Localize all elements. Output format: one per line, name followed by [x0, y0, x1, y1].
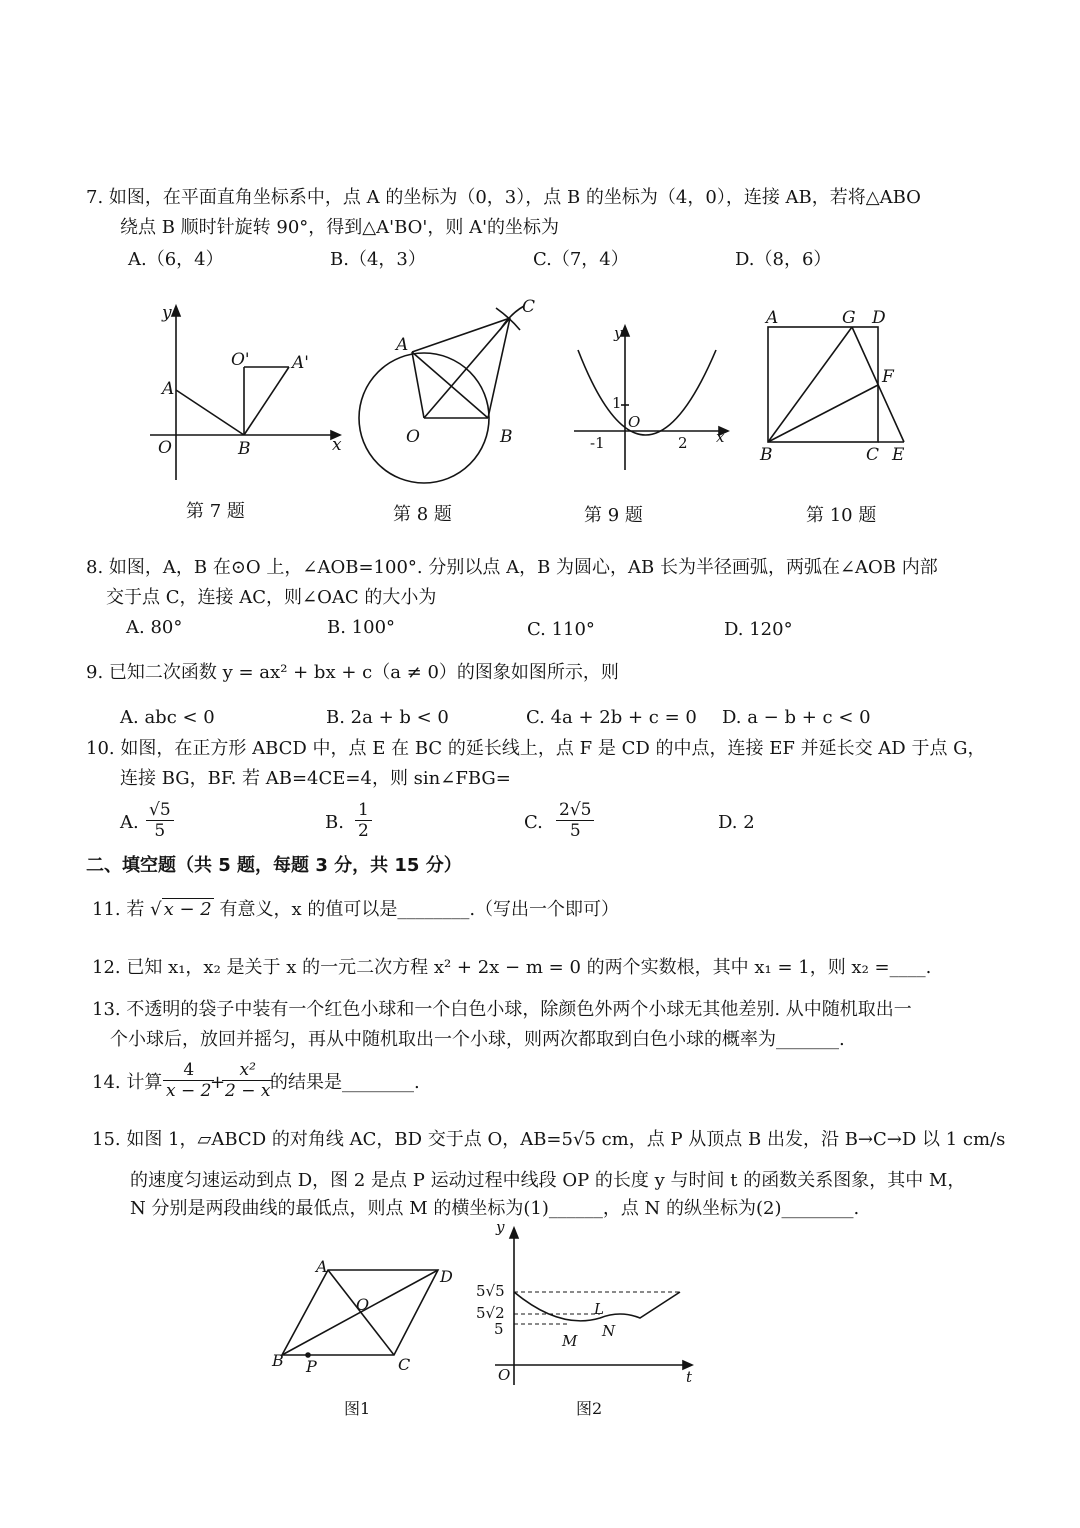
- fig8-caption: 第 8 题: [393, 504, 452, 525]
- fig7-label-y: y: [162, 303, 172, 323]
- fig7-label-o-prime: O': [231, 350, 250, 370]
- fig10-label-c: C: [866, 445, 880, 465]
- fig8-chord-ab: [412, 352, 488, 418]
- q10-option-b-denominator: 2: [358, 821, 369, 841]
- q7-stem-line1: 7. 如图，在平面直角坐标系中，点 A 的坐标为（0，3），点 B 的坐标为（4，0），连接 AB，若将△ABO: [86, 187, 921, 208]
- q14-fraction-1-numerator: 4: [163, 1060, 214, 1081]
- q15-stem-line1: 15. 如图 1，▱ABCD 的对角线 AC，BD 交于点 O，AB=5√5 cm，点 P 从顶点 B 出发，沿 B→C→D 以 1 cm/s: [92, 1129, 1006, 1150]
- q8-stem-line1: 8. 如图，A，B 在⊙O 上，∠AOB=100°. 分别以点 A，B 为圆心，AB 长为半径画弧，两弧在∠AOB 内部: [86, 557, 938, 578]
- q11-suffix: 有意义，x 的值可以是________.（写出一个即可）: [219, 899, 620, 920]
- q7-option-a: A.（6，4）: [128, 249, 224, 270]
- fig10-caption: 第 10 题: [806, 505, 877, 526]
- q15-fig2-label-y: y: [496, 1220, 505, 1236]
- q7-option-c: C.（7，4）: [533, 249, 629, 270]
- q15-fig1-label-o: O: [356, 1295, 370, 1314]
- q13-stem-line2: 个小球后，放回并摇匀，再从中随机取出一个小球，则两次都取到白色小球的概率为_______.: [110, 1029, 845, 1050]
- q15-figures: [260, 1220, 720, 1440]
- q15-fig2-label-o: O: [498, 1366, 511, 1384]
- q8-option-b: B. 100°: [327, 617, 396, 638]
- q14-fraction-1: [163, 1060, 214, 1101]
- q8-option-d: D. 120°: [724, 619, 793, 640]
- q14-fraction-2: [222, 1060, 273, 1101]
- q7-option-b: B.（4，3）: [330, 249, 426, 270]
- q13-stem-line1: 13. 不透明的袋子中装有一个红色小球和一个白色小球，除颜色外两个小球无其他差别. 从中随机取出一: [92, 999, 912, 1020]
- q8-option-c: C. 110°: [527, 619, 595, 640]
- fig9-label-o: O: [628, 413, 641, 431]
- q14-plus: +: [210, 1072, 226, 1093]
- q15-fig1-label-p: P: [306, 1357, 317, 1376]
- fig8-label-c: C: [522, 297, 536, 317]
- fig7-label-a: A: [162, 379, 175, 399]
- q9-option-a: A. abc < 0: [120, 707, 215, 728]
- q15-fig1-caption: 图1: [344, 1399, 371, 1418]
- fig7-label-b: B: [238, 439, 251, 459]
- q14-prefix: 14. 计算: [92, 1072, 163, 1093]
- fig10-segment-bf: [768, 385, 878, 442]
- q14-fraction-2-denominator: 2 − x: [225, 1081, 271, 1101]
- q10-option-c-denominator: 5: [569, 821, 581, 841]
- q9-option-d: D. a − b + c < 0: [722, 707, 871, 728]
- q9-stem: 9. 已知二次函数 y = ax² + bx + c（a ≠ 0）的图象如图所示，则: [86, 662, 619, 683]
- fig9-caption: 第 9 题: [584, 505, 643, 526]
- q12-stem: 12. 已知 x₁，x₂ 是关于 x 的一元二次方程 x² + 2x − m = 0 的两个实数根，其中 x₁ = 1，则 x₂ =____.: [92, 957, 932, 978]
- q15-fig1-label-a: A: [316, 1257, 328, 1276]
- q15-fig2-label-n: N: [602, 1322, 616, 1340]
- q15-fig2-caption: 图2: [576, 1399, 603, 1418]
- q15-fig1-label-b: B: [272, 1351, 284, 1370]
- fig8-segment-bc: [488, 318, 510, 418]
- section-2-title: 二、填空题（共 5 题，每题 3 分，共 15 分）: [86, 855, 462, 876]
- q11-prefix: 11. 若: [92, 899, 145, 920]
- fig7-label-o: O: [158, 438, 172, 458]
- q15-fig2-tick-mid: 5√2: [476, 1304, 505, 1322]
- fig8-label-b: B: [500, 427, 513, 447]
- figures-row: [0, 290, 1080, 540]
- fig10-label-e: E: [892, 445, 905, 465]
- q15-stem-line2: 的速度匀速运动到点 D，图 2 是点 P 运动过程中线段 OP 的长度 y 与时间 t 的函数关系图象，其中 M，: [130, 1170, 966, 1191]
- q14-fraction-2-numerator: x²: [222, 1060, 273, 1081]
- q8-option-a: A. 80°: [126, 617, 183, 638]
- fig9-label-one: 1: [612, 394, 622, 412]
- fig8-label-o: O: [406, 427, 420, 447]
- fig7-caption: 第 7 题: [186, 501, 245, 522]
- q15-fig2-label-m: M: [562, 1332, 578, 1350]
- q7-option-d: D.（8，6）: [735, 249, 832, 270]
- q11-radicand: x − 2: [163, 899, 212, 920]
- q8-stem-line2: 交于点 C，连接 AC，则∠OAC 的大小为: [106, 587, 437, 608]
- fig9-label-neg-one: -1: [590, 434, 605, 452]
- q14-fraction-1-denominator: x − 2: [166, 1081, 212, 1101]
- q9-option-c: C. 4a + 2b + c = 0: [526, 707, 697, 728]
- q15-fig2-y-arrow: [510, 1228, 518, 1238]
- fig9-label-y: y: [614, 324, 623, 342]
- fig10-square: [768, 327, 878, 442]
- q10-option-b-label: B.: [325, 812, 344, 833]
- fig7-label-a-prime: A': [292, 353, 309, 373]
- fig7-segment-ba-prime: [244, 367, 289, 435]
- q14-suffix: 的结果是________.: [270, 1072, 420, 1093]
- q10-option-a-label: A.: [120, 812, 139, 833]
- q10-option-c-fraction: [556, 800, 594, 841]
- fig10-label-b: B: [760, 445, 773, 465]
- q15-fig2-tick-low: 5: [494, 1320, 504, 1338]
- fig10-label-g: G: [842, 308, 856, 328]
- q11-line: [92, 899, 619, 921]
- fig10-label-f: F: [882, 367, 894, 387]
- q10-option-c-numerator: 2√5: [556, 800, 594, 821]
- figure-8: [359, 306, 524, 483]
- q15-fig1-label-c: C: [398, 1355, 411, 1374]
- fig9-label-two: 2: [678, 434, 688, 452]
- q7-stem-line2: 绕点 B 顺时针旋转 90°，得到△A'BO'，则 A'的坐标为: [120, 217, 560, 238]
- q10-option-c-label: C.: [524, 812, 543, 833]
- fig8-label-a: A: [396, 335, 409, 355]
- q10-option-b-fraction: [355, 800, 372, 841]
- q15-fig1-label-d: D: [440, 1267, 453, 1286]
- fig9-parabola: [578, 350, 716, 435]
- fig10-label-a: A: [766, 308, 779, 328]
- q15-fig2-label-t: t: [686, 1368, 693, 1386]
- fig7-label-x: x: [332, 435, 342, 455]
- q15-fig2-tick-top: 5√5: [476, 1282, 505, 1300]
- q11-sqrt: √ x − 2: [150, 899, 212, 920]
- q10-option-a-denominator: 5: [154, 821, 166, 841]
- q10-option-d: D. 2: [718, 812, 755, 833]
- fig7-y-arrow: [172, 306, 180, 316]
- fig10-segment-bg: [768, 327, 852, 442]
- q10-stem-line2: 连接 BG，BF. 若 AB=4CE=4，则 sin∠FBG=: [120, 768, 511, 789]
- q15-fig2-label-l: L: [594, 1300, 604, 1318]
- q10-option-b-numerator: 1: [355, 800, 372, 821]
- fig7-segment-ab: [176, 390, 244, 435]
- q9-option-b: B. 2a + b < 0: [326, 707, 449, 728]
- q10-option-a-numerator: √5: [146, 800, 174, 821]
- fig10-label-d: D: [872, 308, 886, 328]
- q15-stem-line3: N 分别是两段曲线的最低点，则点 M 的横坐标为(1)______，点 N 的纵坐标为(2)________.: [130, 1198, 860, 1219]
- fig9-label-x: x: [716, 428, 725, 446]
- q10-stem-line1: 10. 如图，在正方形 ABCD 中，点 E 在 BC 的延长线上，点 F 是 CD 的中点，连接 EF 并延长交 AD 于点 G，: [86, 738, 986, 759]
- q10-option-a-fraction: [146, 800, 174, 841]
